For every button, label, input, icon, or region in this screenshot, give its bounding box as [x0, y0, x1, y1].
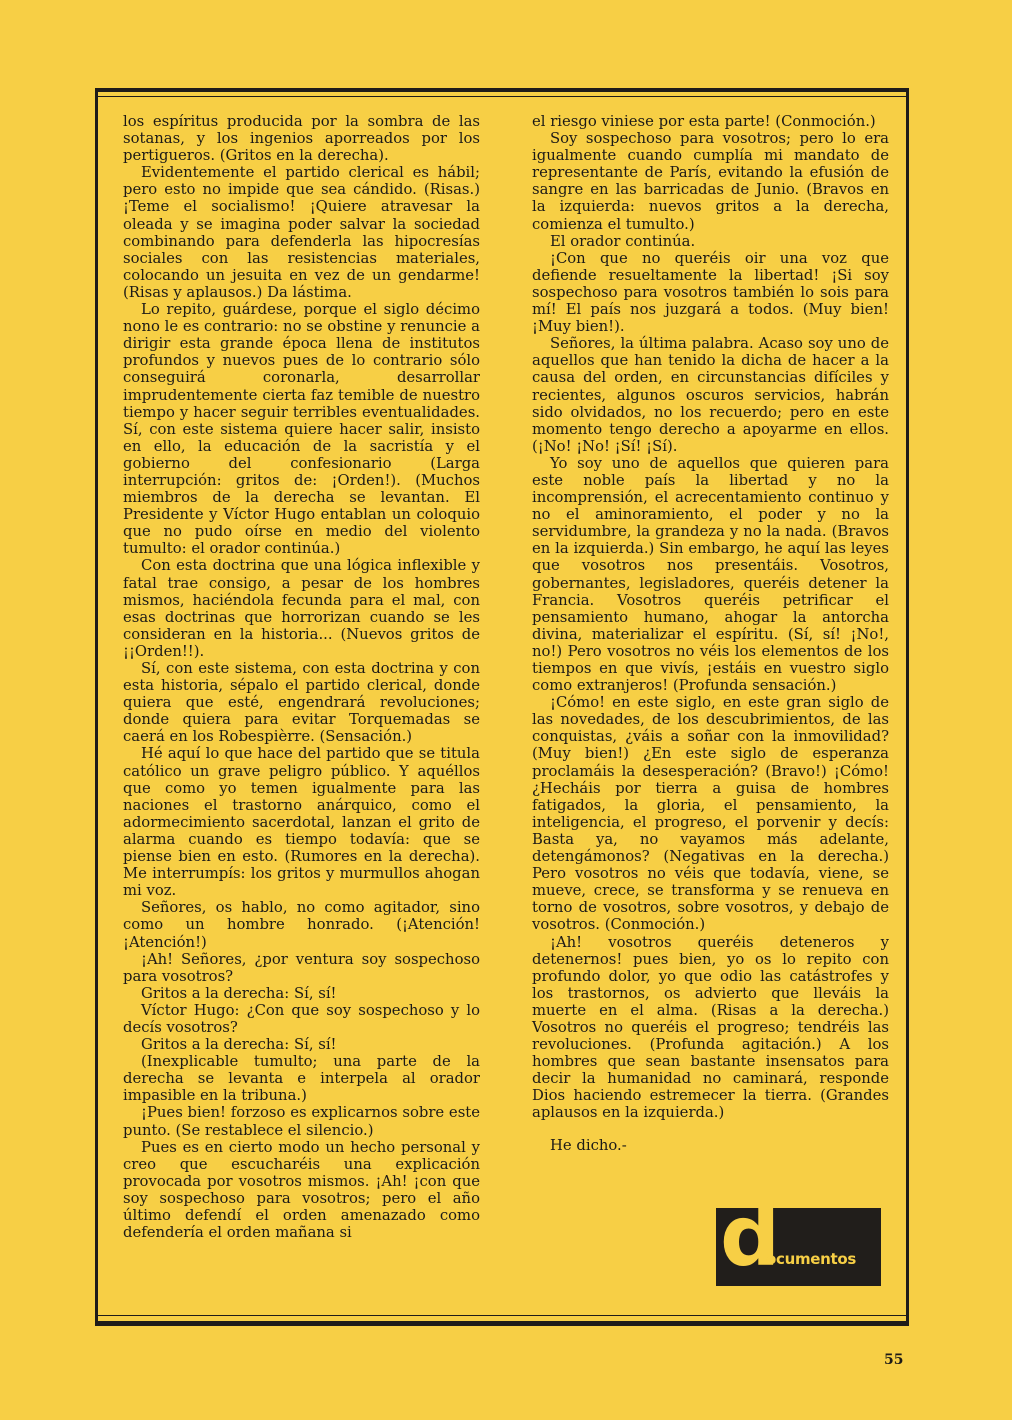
paragraph: ¡Cómo! en este siglo, en este gran siglo de las novedades, de los descubrimientos, de las conquistas, ¿váis a soñar con la inmovilidad? (Muy bien!) ¿En este siglo de esperanza proclamáis la desesperación? (Bravo!) ¡Cómo! ¿Hecháis por tierra a guisa de hombres fatigados, la gloria, el pensamiento, la inteligencia, el progreso, el porvenir y decís: Basta ya, no vayamos más adelante, detengámonos? (Negativas en la derecha.) Pero vosotros no véis que todavía, viene, se mueve, crece, se transforma y se renueva en torno de vosotros, sobre vosotros, y debajo de vosotros. (Conmoción.)	[532, 694, 889, 934]
paragraph: Evidentemente el partido clerical es hábil; pero esto no impide que sea cándido. (Risas.) ¡Teme el socialismo! ¡Quiere atravesar la oleada y se imagina poder salvar la sociedad combinando para defenderla las hipocresías sociales con las resistencias materiales, colocando un jesuita en vez de un gendarme! (Risas y aplausos.) Da lástima.	[123, 164, 480, 301]
paragraph: ¡Pues bien! forzoso es explicarnos sobre este punto. (Se restablece el silencio.)	[123, 1104, 480, 1139]
left-column	[123, 113, 480, 1241]
paragraph: ¡Ah! Señores, ¿por ventura soy sospechoso para vosotros?	[123, 950, 480, 985]
logo-word: ocumentos	[766, 1250, 857, 1268]
paragraph: Señores, os hablo, no como agitador, sino como un hombre honrado. (¡Atención! ¡Atención!)	[123, 899, 480, 951]
frame-rule-top	[98, 96, 906, 97]
paragraph: Yo soy uno de aquellos que quieren para este noble país la libertad y no la incomprensión, el acrecentamiento continuo y no el aminoramiento, el poder y no la servidumbre, la grandeza y no la nada. (Bravos en la izquierda.) Sin embargo, he aquí las leyes que vosotros nos presentáis. Vosotros, gobernantes, legisladores, queréis detener la Francia. Vosotros queréis petrificar el pensamiento humano, ahogar la antorcha divina, materializar el espíritu. (Sí, sí! ¡No!, no!) Pero vosotros no véis los elementos de los tiempos en que vivís, ¡estáis en vuestro siglo como extranjeros! (Profunda sensación.)	[532, 454, 889, 695]
paragraph: el riesgo viniese por esta parte! (Conmoción.)	[532, 113, 876, 130]
paragraph: ¡Con que no queréis oir una voz que defiende resueltamente la libertad! ¡Si soy sospechoso para vosotros también lo sois para mí! El país nos juzgará a todos. (Muy bien! ¡Muy bien!).	[532, 249, 889, 336]
right-column	[532, 113, 889, 1154]
frame-rule-bottom	[98, 1315, 906, 1316]
page-number: 55	[884, 1352, 904, 1368]
paragraph: Víctor Hugo: ¿Con que soy sospechoso y lo decís vosotros?	[123, 1001, 480, 1036]
signature: He dicho.-	[550, 1136, 627, 1154]
documentos-logo	[716, 1187, 881, 1286]
paragraph: Gritos a la derecha: Sí, sí!	[141, 1036, 337, 1054]
paragraph: Gritos a la derecha: Sí, sí!	[141, 984, 337, 1002]
paragraph: Sí, con este sistema, con esta doctrina y con esta historia, sépalo el partido clerical, donde quiera que esté, engendrará revoluciones; donde quiera para evitar Torquemadas se caerá en los Robespièrre. (Sensación.)	[123, 660, 480, 746]
paragraph: Soy sospechoso para vosotros; pero lo era igualmente cuando cumplía mi mandato de representante de París, evitando la efusión de sangre en las barricadas de Junio. (Bravos en la izquierda: nuevos gritos a la derecha, comienza el tumulto.)	[532, 130, 889, 233]
paragraph: (Inexplicable tumulto; una parte de la derecha se levanta e interpela al orador impasible en la tribuna.)	[123, 1053, 480, 1105]
paragraph: Señores, la última palabra. Acaso soy uno de aquellos que han tenido la dicha de hacer a la causa del orden, en circunstancias difíciles y recientes, algunos oscuros servicios, habrán sido olvidados, no los recuerdo; pero en este momento tengo derecho a apoyarme en ellos. (¡No! ¡No! ¡Sí! ¡Sí).	[532, 335, 889, 455]
paragraph: Hé aquí lo que hace del partido que se titula católico un grave peligro público. Y aquéllos que como yo temen igualmente para las naciones el trastorno anárquico, como el adormecimiento sacerdotal, lanzan el grito de alarma cuando es tiempo todavía: que se piense bien en esto. (Rumores en la derecha). Me interrumpís: los gritos y murmullos ahogan mi voz.	[123, 745, 480, 900]
paragraph: ¡Ah! vosotros queréis deteneros y detenernos! pues bien, yo os lo repito con profundo dolor, yo que odio las catástrofes y los trastornos, os advierto que lleváis la muerte en el alma. (Risas a la derecha.) Vosotros no queréis el progreso; tendréis las revoluciones. (Profunda agitación.) A los hombres que sean bastante insensatos para decir la humanidad no caminará, responde Dios haciendo estremecer la tierra. (Grandes aplausos en la izquierda.)	[532, 933, 889, 1122]
paragraph: los espíritus producida por la sombra de las sotanas, y los ingenios aporreados por los pertigueros. (Gritos en la derecha).	[123, 113, 480, 165]
paragraph: Pues es en cierto modo un hecho personal y creo que escucharéis una explicación provocada por vosotros mismos. ¡Ah! ¡con que soy sospechoso para vosotros; pero el año último defendí el orden amenazado como defendería el orden mañana si	[123, 1138, 480, 1242]
paragraph: Con esta doctrina que una lógica inflexible y fatal trae consigo, a pesar de los hombres mismos, haciéndola fecunda para el mal, con esas doctrinas que horrorizan cuando se les consideran en la historia... (Nuevos gritos de ¡¡Orden!!).	[123, 557, 480, 660]
paragraph: El orador continúa.	[550, 232, 696, 250]
logo-initial: d	[720, 1187, 781, 1285]
paragraph: Lo repito, guárdese, porque el siglo décimo nono le es contrario: no se obstine y renuncie a dirigir esta grande época llena de institutos profundos y nuevos pues de lo contrario sólo conseguirá coronarla, desarrollar imprudentemente cierta faz temible de nuestro tiempo y hacer seguir terribles eventualidades. Sí, con este sistema quiere hacer salir, insisto en ello, la educación de la sacristía y el gobierno del confesionario (Larga interrupción: gritos de: ¡Orden!). (Muchos miembros de la derecha se levantan. El Presidente y Víctor Hugo entablan un coloquio que no pudo oírse en medio del violento tumulto: el orador continúa.)	[123, 301, 480, 558]
